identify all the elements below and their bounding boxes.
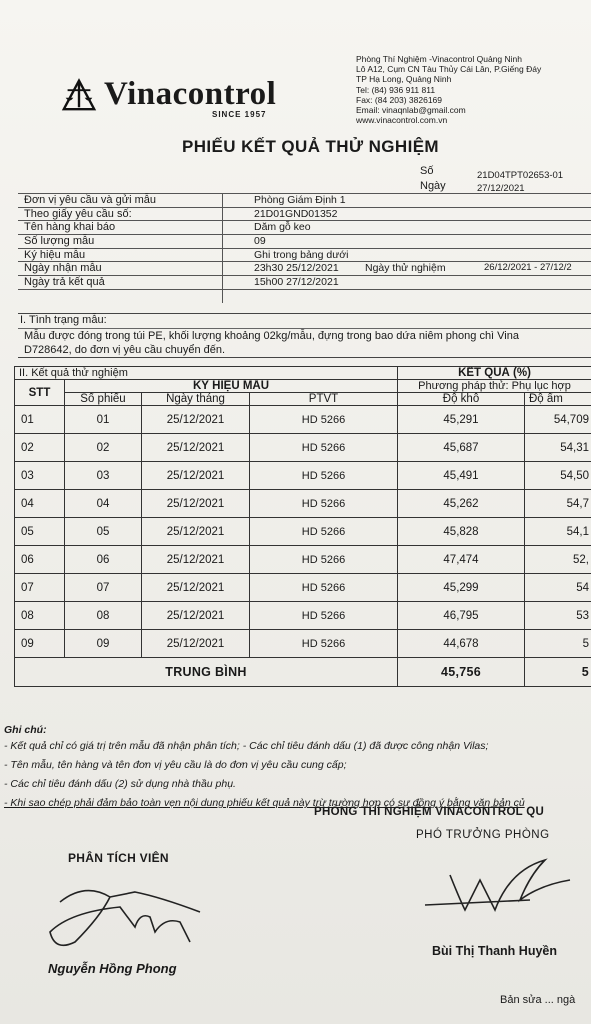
row-moisture: 52, xyxy=(525,546,591,574)
row-sheet-no: 01 xyxy=(65,406,142,434)
contact-line: TP Hạ Long, Quảng Ninh xyxy=(356,74,452,85)
info-key: Theo giấy yêu cầu số: xyxy=(24,207,132,220)
col-dryness: Độ khô xyxy=(398,393,525,406)
table-row xyxy=(15,490,591,518)
row-stt: 05 xyxy=(15,518,65,546)
row-date: 25/12/2021 xyxy=(142,490,250,518)
col-stt: STT xyxy=(15,380,65,406)
table-row xyxy=(15,406,591,434)
row-date: 25/12/2021 xyxy=(142,546,250,574)
lab-contact-block xyxy=(356,54,591,125)
col-date: Ngày tháng xyxy=(142,393,250,406)
brand-since: SINCE 1957 xyxy=(212,110,267,119)
info-row xyxy=(18,262,591,276)
row-moisture: 54,709 xyxy=(525,406,591,434)
section-heading: I. Tình trạng mẫu: xyxy=(18,314,591,329)
section-heading: II. Kết quả thử nghiệm xyxy=(15,367,398,380)
scales-logo-icon xyxy=(60,74,98,114)
table-row xyxy=(15,602,591,630)
info-row xyxy=(18,276,591,290)
test-date-value: 26/12/2021 - 27/12/2 xyxy=(484,262,572,274)
average-dryness: 45,756 xyxy=(398,658,525,687)
row-sheet-no: 06 xyxy=(65,546,142,574)
analyst-name: Nguyễn Hồng Phong xyxy=(48,961,177,976)
col-method: Phương pháp thử: Phụ lục hợp xyxy=(398,380,591,393)
results-header: KẾT QUẢ (%) xyxy=(398,367,591,380)
average-label: TRUNG BÌNH xyxy=(15,658,398,687)
contact-line: Tel: (84) 936 911 811 xyxy=(356,84,436,95)
row-stt: 01 xyxy=(15,406,65,434)
row-sheet-no: 08 xyxy=(65,602,142,630)
row-vehicle: HD 5266 xyxy=(250,546,398,574)
contact-line: www.vinacontrol.com.vn xyxy=(356,115,448,126)
row-dryness: 45,687 xyxy=(398,434,525,462)
row-sheet-no: 02 xyxy=(65,434,142,462)
row-stt: 07 xyxy=(15,574,65,602)
info-value: 21D01GND01352 xyxy=(254,207,338,220)
info-row xyxy=(18,194,591,208)
row-stt: 03 xyxy=(15,462,65,490)
row-vehicle: HD 5266 xyxy=(250,630,398,658)
row-date: 25/12/2021 xyxy=(142,462,250,490)
row-stt: 04 xyxy=(15,490,65,518)
table-row xyxy=(15,518,591,546)
contact-line: Email: vinaqnlab@gmail.com xyxy=(356,105,466,116)
sample-condition-section xyxy=(18,313,591,358)
row-vehicle: HD 5266 xyxy=(250,462,398,490)
row-moisture: 5 xyxy=(525,630,591,658)
note-item: - Kết quả chỉ có giá trị trên mẫu đã nhận phân tích; - Các chỉ tiêu đánh dấu (1) đã được công nhận Vilas; xyxy=(4,740,489,752)
note-item: - Các chỉ tiêu đánh dấu (2) sử dụng nhà thầu phụ. xyxy=(4,778,236,790)
contact-line: Phòng Thí Nghiệm -Vinacontrol Quảng Ninh xyxy=(356,54,523,64)
row-stt: 06 xyxy=(15,546,65,574)
results-table xyxy=(14,366,591,687)
info-value: 23h30 25/12/2021 xyxy=(254,262,339,275)
row-date: 25/12/2021 xyxy=(142,574,250,602)
contact-line: Fax: (84 203) 3826169 xyxy=(356,94,443,105)
col-moisture: Độ ẩm xyxy=(525,393,591,406)
row-vehicle: HD 5266 xyxy=(250,490,398,518)
info-row xyxy=(18,208,591,222)
row-vehicle: HD 5266 xyxy=(250,574,398,602)
row-date: 25/12/2021 xyxy=(142,518,250,546)
col-sample-code: KÝ HIỆU MẪU xyxy=(65,380,398,393)
row-stt: 08 xyxy=(15,602,65,630)
notes-heading: Ghi chú: xyxy=(4,724,47,736)
info-value: Ghi trong bảng dưới xyxy=(254,248,349,261)
contact-line: Lô A12, Cụm CN Tàu Thủy Cái Lân, P.Giếng Đáy xyxy=(356,64,542,75)
note-item: - Tên mẫu, tên hàng và tên đơn vị yêu cầu là do đơn vị yêu cầu cung cấp; xyxy=(4,759,347,771)
table-row xyxy=(15,462,591,490)
info-key: Ngày nhận mẫu xyxy=(24,262,102,275)
sample-info-table xyxy=(18,193,591,290)
row-date: 25/12/2021 xyxy=(142,406,250,434)
row-moisture: 54,7 xyxy=(525,490,591,518)
row-dryness: 47,474 xyxy=(398,546,525,574)
row-dryness: 46,795 xyxy=(398,602,525,630)
row-dryness: 45,828 xyxy=(398,518,525,546)
row-sheet-no: 03 xyxy=(65,462,142,490)
col-vehicle: PTVT xyxy=(250,393,398,406)
row-dryness: 45,291 xyxy=(398,406,525,434)
row-sheet-no: 09 xyxy=(65,630,142,658)
info-value: 15h00 27/12/2021 xyxy=(254,276,339,289)
info-row xyxy=(18,249,591,263)
row-moisture: 54,1 xyxy=(525,518,591,546)
info-key: Ngày trả kết quả xyxy=(24,276,105,289)
average-moisture: 5 xyxy=(525,658,591,687)
row-dryness: 45,262 xyxy=(398,490,525,518)
report-date: 27/12/2021 xyxy=(477,183,525,194)
condition-text: D728642, do đơn vị yêu cầu chuyển đến. xyxy=(24,344,226,356)
info-value: Phòng Giám Định 1 xyxy=(254,194,346,206)
info-value: 09 xyxy=(254,235,266,248)
row-vehicle: HD 5266 xyxy=(250,406,398,434)
row-sheet-no: 04 xyxy=(65,490,142,518)
row-vehicle: HD 5266 xyxy=(250,602,398,630)
note-item: - Khi sao chép phải đảm bảo toàn vẹn nội dung phiếu kết quả này trừ trường hợp có sự đồng ý bằng văn bản củ xyxy=(4,797,525,809)
row-sheet-no: 05 xyxy=(65,518,142,546)
deputy-name: Bùi Thị Thanh Huyền xyxy=(432,944,557,958)
version-note: Bản sửa ... ngà xyxy=(500,994,576,1006)
deputy-head-title: PHÓ TRƯỞNG PHÒNG xyxy=(416,829,550,841)
info-row xyxy=(18,235,591,249)
notes-block xyxy=(4,724,525,813)
info-key: Đơn vị yêu cầu và gửi mẫu xyxy=(24,194,156,206)
document-title: PHIẾU KẾT QUẢ THỬ NGHIỆM xyxy=(182,137,439,156)
report-number-label: Số xyxy=(420,165,434,177)
row-moisture: 54 xyxy=(525,574,591,602)
row-dryness: 45,299 xyxy=(398,574,525,602)
info-value: Dăm gỗ keo xyxy=(254,221,311,234)
row-moisture: 53 xyxy=(525,602,591,630)
analyst-signature xyxy=(40,872,240,962)
row-date: 25/12/2021 xyxy=(142,602,250,630)
info-key: Tên hàng khai báo xyxy=(24,221,116,234)
table-row xyxy=(15,630,591,658)
table-row xyxy=(15,574,591,602)
row-moisture: 54,50 xyxy=(525,462,591,490)
row-date: 25/12/2021 xyxy=(142,434,250,462)
condition-text: Mẫu được đóng trong túi PE, khối lượng khoảng 02kg/mẫu, đựng trong bao dứa niêm phong chì Vina xyxy=(24,330,519,342)
row-vehicle: HD 5266 xyxy=(250,434,398,462)
analyst-title: PHÂN TÍCH VIÊN xyxy=(68,851,169,865)
row-date: 25/12/2021 xyxy=(142,630,250,658)
brand-name: Vinacontrol xyxy=(104,75,277,112)
row-dryness: 45,491 xyxy=(398,462,525,490)
row-stt: 02 xyxy=(15,434,65,462)
test-date-label: Ngày thử nghiệm xyxy=(365,262,446,275)
col-sheet-no: Số phiếu xyxy=(65,393,142,406)
lab-name: PHÒNG THÍ NGHIỆM VINACONTROL QU xyxy=(314,806,545,818)
row-stt: 09 xyxy=(15,630,65,658)
info-key: Số lượng mẫu xyxy=(24,235,95,248)
info-row xyxy=(18,221,591,235)
row-sheet-no: 07 xyxy=(65,574,142,602)
report-number: 21D04TPT02653-01 xyxy=(477,170,564,181)
deputy-signature xyxy=(420,855,590,925)
info-key: Ký hiệu mẫu xyxy=(24,248,86,261)
vinacontrol-logo xyxy=(60,74,277,119)
table-row xyxy=(15,434,591,462)
row-dryness: 44,678 xyxy=(398,630,525,658)
table-row xyxy=(15,546,591,574)
report-date-label: Ngày xyxy=(420,180,446,192)
row-vehicle: HD 5266 xyxy=(250,518,398,546)
row-moisture: 54,31 xyxy=(525,434,591,462)
